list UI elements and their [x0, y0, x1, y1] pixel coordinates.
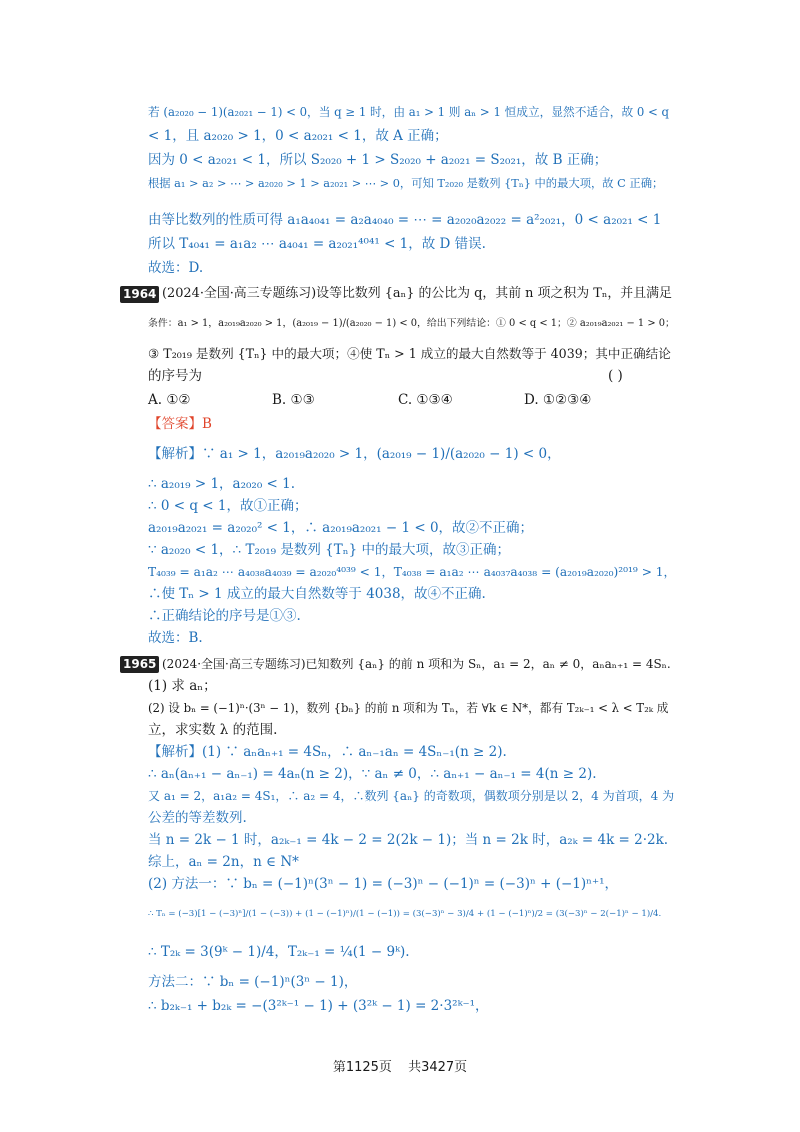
question-stem-line: (2024·全国·高三专题练习)已知数列 {aₙ} 的前 n 项和为 Sₙ，a₁ = 2，aₙ ≠ 0，aₙaₙ₊₁ = 4Sₙ.: [162, 657, 671, 671]
analysis-line: ∴使 Tₙ > 1 成立的最大自然数等于 4038，故④不正确.: [148, 586, 486, 602]
answer-paren: ( ): [608, 368, 623, 384]
analysis-line: a₂₀₁₉a₂₀₂₁ = a₂₀₂₀² < 1，∴ a₂₀₁₉a₂₀₂₁ − 1 < 0，故②不正确；: [148, 520, 534, 536]
analysis-line: ∴ T₂ₖ = 3(9ᵏ − 1)/4，T₂ₖ₋₁ = ¼(1 − 9ᵏ).: [148, 944, 410, 960]
prev-solution-line: < 1，且 a₂₀₂₀ > 1，0 < a₂₀₂₁ < 1，故 A 正确；: [148, 128, 448, 144]
analysis-line: 又 a₁ = 2，a₁a₂ = 4S₁，∴ a₂ = 4，∴数列 {aₙ} 的奇数项，偶数项分别是以 2，4 为首项，4 为: [148, 789, 675, 803]
analysis-line: ∴ b₂ₖ₋₁ + b₂ₖ = −(3²ᵏ⁻¹ − 1) + (3²ᵏ − 1) = 2·3²ᵏ⁻¹，: [148, 998, 489, 1014]
analysis-line: (2) 方法一：∵ bₙ = (−1)ⁿ(3ⁿ − 1) = (−3)ⁿ − (−1)ⁿ = (−3)ⁿ + (−1)ⁿ⁺¹，: [148, 876, 619, 892]
question-stem-line: 的序号为: [148, 368, 202, 384]
question-number-badge: 1964: [120, 286, 159, 303]
analysis-line: ∴ Tₙ = (−3)[1 − (−3)ⁿ]/(1 − (−3)) + (1 − (−1)ⁿ)/(1 − (−1)) = (3(−3)ⁿ − 3)/4 + (1 − (−1)ⁿ)/2 = (3(−3)ⁿ − 2(−1)ⁿ − 1)/4.: [148, 909, 662, 919]
analysis-line: T₄₀₃₉ = a₁a₂ ⋯ a₄₀₃₈a₄₀₃₉ = a₂₀₂₀⁴⁰³⁹ < 1，T₄₀₃₈ = a₁a₂ ⋯ a₄₀₃₇a₄₀₃₈ = (a₂₀₁₉a₂₀₂₀)²⁰¹⁹ > 1，: [148, 565, 676, 579]
option-c: C. ①③④: [398, 392, 453, 408]
analysis-line: ∴正确结论的序号是①③.: [148, 608, 301, 624]
question-stem-line: 立，求实数 λ 的范围.: [148, 722, 278, 738]
prev-solution-line: 根据 a₁ > a₂ > ⋯ > a₂₀₂₀ > 1 > a₂₀₂₁ > ⋯ > 0，可知 T₂₀₂₀ 是数列 {Tₙ} 中的最大项，故 C 正确；: [148, 177, 664, 190]
question-stem-line: 条件：a₁ > 1，a₂₀₁₉a₂₀₂₀ > 1，(a₂₀₁₉ − 1)/(a₂₀₂₀ − 1) < 0，给出下列结论：① 0 < q < 1；② a₂₀₁₉a₂₀₂₁ − 1 > 0；: [148, 318, 675, 329]
analysis-line: ∴ aₙ(aₙ₊₁ − aₙ₋₁) = 4aₙ(n ≥ 2)，∵ aₙ ≠ 0，∴ aₙ₊₁ − aₙ₋₁ = 4(n ≥ 2).: [148, 766, 597, 782]
analysis-final: 故选：B.: [148, 630, 203, 646]
answer-label: 【答案】B: [148, 416, 212, 432]
prev-solution-line: 所以 T₄₀₄₁ = a₁a₂ ⋯ a₄₀₄₁ = a₂₀₂₁⁴⁰⁴¹ < 1，故 D 错误.: [148, 236, 486, 252]
analysis-line: ∵ a₂₀₂₀ < 1，∴ T₂₀₁₉ 是数列 {Tₙ} 中的最大项，故③正确；: [148, 542, 510, 558]
option-d: D. ①②③④: [524, 392, 592, 408]
analysis-line: 公差的等差数列.: [148, 810, 247, 826]
page-number: 第1125页: [332, 1060, 392, 1075]
prev-solution-line: 由等比数列的性质可得 a₁a₄₀₄₁ = a₂a₄₀₄₀ = ⋯ = a₂₀₂₀a₂₀₂₂ = a²₂₀₂₁，0 < a₂₀₂₁ < 1: [148, 212, 662, 228]
analysis-line: 综上，aₙ = 2n，n ∈ N*: [148, 854, 299, 870]
page-total: 共3427页: [408, 1060, 468, 1075]
prev-solution-final: 故选：D.: [148, 260, 204, 276]
question-number-badge: 1965: [120, 656, 159, 673]
prev-solution-line: 因为 0 < a₂₀₂₁ < 1，所以 S₂₀₂₀ + 1 > S₂₀₂₀ + a₂₀₂₁ = S₂₀₂₁，故 B 正确；: [148, 152, 608, 168]
question-stem-line: (2) 设 bₙ = (−1)ⁿ·(3ⁿ − 1)，数列 {bₙ} 的前 n 项和为 Tₙ，若 ∀k ∈ N*，都有 T₂ₖ₋₁ < λ < T₂ₖ 成: [148, 701, 669, 715]
analysis-line: 【解析】∵ a₁ > 1，a₂₀₁₉a₂₀₂₀ > 1，(a₂₀₁₉ − 1)/(a₂₀₂₀ − 1) < 0，: [148, 446, 561, 462]
question-stem-line: (1) 求 aₙ；: [148, 678, 217, 694]
prev-solution-line: 若 (a₂₀₂₀ − 1)(a₂₀₂₁ − 1) < 0，当 q ≥ 1 时，由 a₁ > 1 则 aₙ > 1 恒成立，显然不适合，故 0 < q: [148, 105, 670, 119]
analysis-line: 当 n = 2k − 1 时，a₂ₖ₋₁ = 4k − 2 = 2(2k − 1)；当 n = 2k 时，a₂ₖ = 4k = 2·2k.: [148, 832, 669, 848]
analysis-line: ∴ a₂₀₁₉ > 1，a₂₀₂₀ < 1.: [148, 476, 296, 492]
analysis-line: 【解析】(1) ∵ aₙaₙ₊₁ = 4Sₙ，∴ aₙ₋₁aₙ = 4Sₙ₋₁(n ≥ 2).: [148, 744, 507, 760]
question-stem-line: ③ T₂₀₁₉ 是数列 {Tₙ} 中的最大项；④使 Tₙ > 1 成立的最大自然数等于 4039；其中正确结论: [148, 346, 671, 361]
analysis-line: ∴ 0 < q < 1，故①正确；: [148, 498, 308, 514]
option-b: B. ①③: [272, 392, 315, 408]
page-footer: [0, 1056, 800, 1075]
analysis-line: 方法二：∵ bₙ = (−1)ⁿ(3ⁿ − 1)，: [148, 974, 358, 990]
question-stem-line: (2024·全国·高三专题练习)设等比数列 {aₙ} 的公比为 q，其前 n 项之积为 Tₙ，并且满足: [162, 286, 672, 301]
option-a: A. ①②: [148, 392, 191, 408]
